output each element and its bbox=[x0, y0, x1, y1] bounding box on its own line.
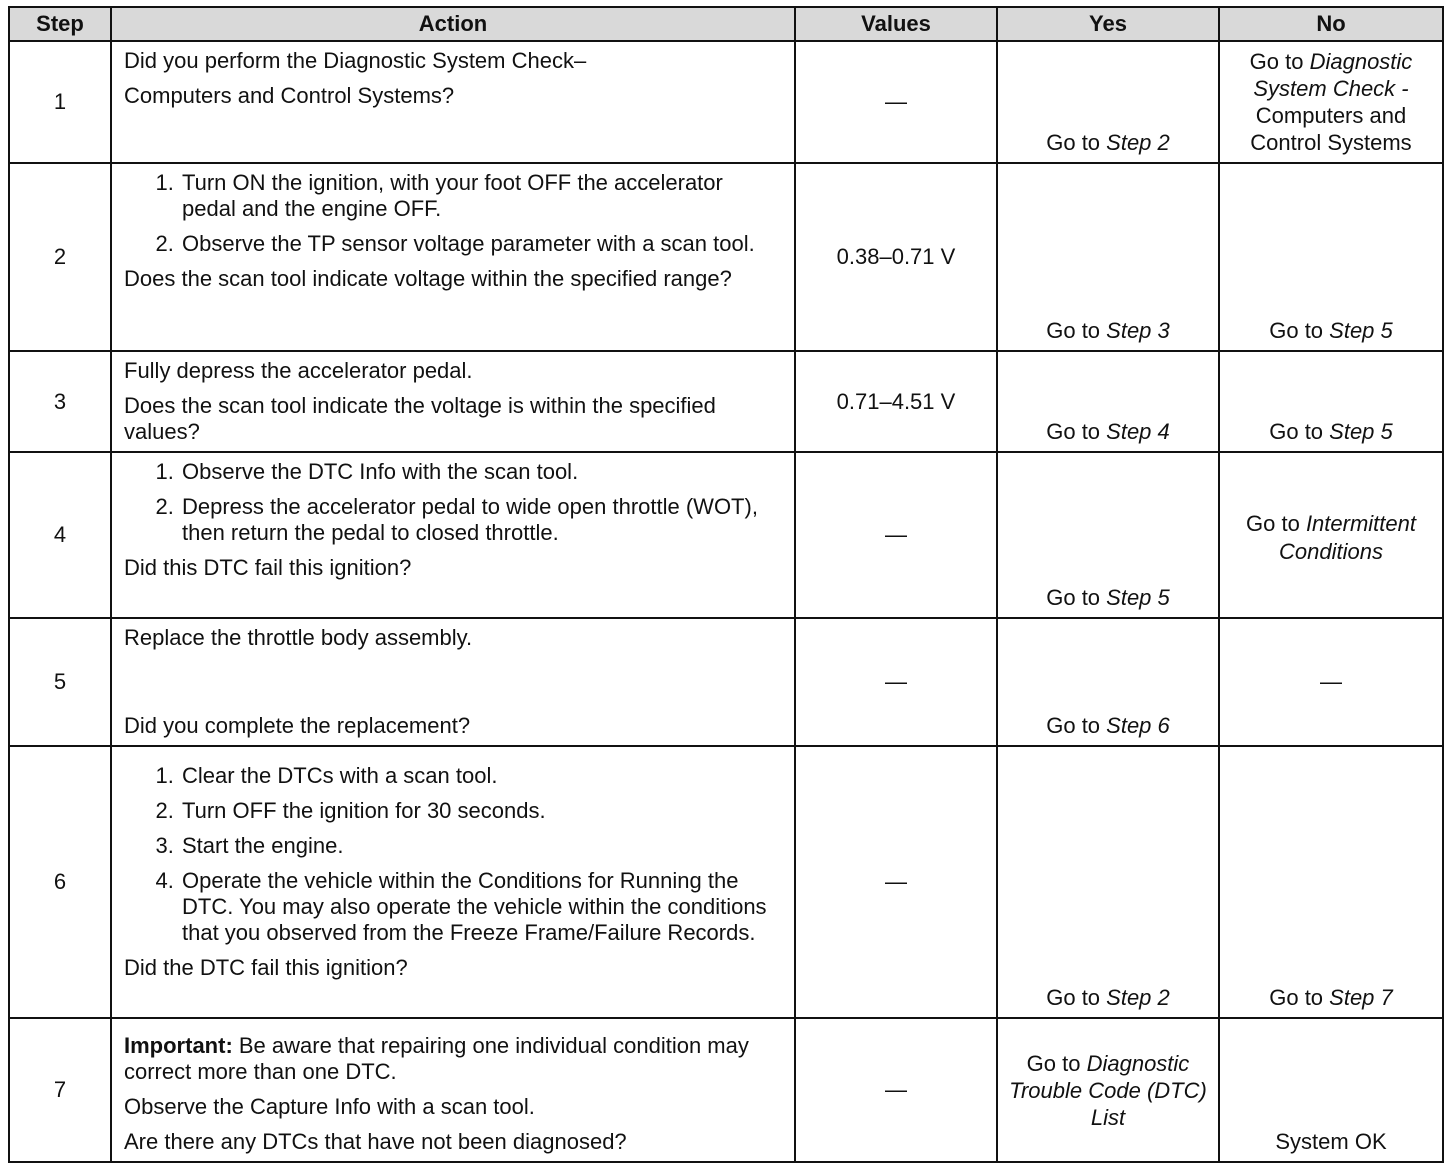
yes-ref-link[interactable]: Step 2 bbox=[1106, 985, 1170, 1010]
values-cell bbox=[795, 746, 997, 1018]
yes-ref-link[interactable]: Diagnostic Trouble Code (DTC) List bbox=[1009, 1050, 1207, 1130]
yes-prefix: Go to bbox=[1026, 1050, 1087, 1076]
yes-cell bbox=[997, 163, 1219, 351]
yes-prefix: Go to bbox=[1046, 713, 1107, 738]
question-text: Did the DTC fail this ignition? bbox=[124, 955, 408, 980]
value-text: — bbox=[885, 522, 907, 547]
table-row bbox=[9, 452, 1443, 618]
yes-prefix: Go to bbox=[1046, 585, 1107, 610]
yes-prefix: Go to bbox=[1046, 985, 1107, 1010]
step-number: 2 bbox=[9, 163, 111, 351]
list-item: 4. Operate the vehicle within the Conditions for Running the DTC. You may also operate the vehicle within the conditions that you observed from the Freeze Frame/Failure Records. bbox=[180, 868, 782, 946]
no-prefix: Go to bbox=[1269, 318, 1330, 343]
table-row bbox=[9, 351, 1443, 452]
values-cell bbox=[795, 618, 997, 746]
yes-cell bbox=[997, 41, 1219, 163]
step-number: 1 bbox=[9, 41, 111, 163]
no-cell bbox=[1219, 163, 1443, 351]
table-row bbox=[9, 41, 1443, 163]
important-label: Important: bbox=[124, 1033, 233, 1058]
action-text: Fully depress the accelerator pedal. bbox=[124, 358, 473, 383]
list-item: 1. Clear the DTCs with a scan tool. bbox=[180, 763, 782, 789]
values-cell bbox=[795, 163, 997, 351]
action-cell bbox=[111, 41, 795, 163]
header-values: Values bbox=[795, 7, 997, 41]
list-item: 2. Turn OFF the ignition for 30 seconds. bbox=[180, 798, 782, 824]
yes-cell bbox=[997, 746, 1219, 1018]
no-prefix: Go to bbox=[1249, 49, 1310, 74]
no-text: — bbox=[1320, 669, 1342, 694]
header-no: No bbox=[1219, 7, 1443, 41]
value-text: 0.38–0.71 V bbox=[836, 244, 956, 269]
no-prefix: Go to bbox=[1269, 419, 1330, 444]
values-cell bbox=[795, 1018, 997, 1162]
list-item: 3. Start the engine. bbox=[180, 833, 782, 859]
yes-prefix: Go to bbox=[1046, 419, 1107, 444]
no-ref-link[interactable]: Diagnostic System Check - bbox=[1253, 49, 1413, 101]
step-number: 5 bbox=[9, 618, 111, 746]
no-cell bbox=[1219, 452, 1443, 618]
action-cell bbox=[111, 746, 795, 1018]
question-text: Are there any DTCs that have not been diagnosed? bbox=[124, 1129, 627, 1154]
yes-cell bbox=[997, 452, 1219, 618]
yes-ref-link[interactable]: Step 2 bbox=[1106, 130, 1170, 155]
question-text: Does the scan tool indicate voltage within the specified range? bbox=[124, 266, 732, 291]
important-text: Be aware that repairing one individual condition may correct more than one DTC. bbox=[124, 1033, 749, 1084]
value-text: — bbox=[885, 89, 907, 114]
step-number: 7 bbox=[9, 1018, 111, 1162]
header-action: Action bbox=[111, 7, 795, 41]
value-text: — bbox=[885, 869, 907, 894]
table-row bbox=[9, 746, 1443, 1018]
table-row bbox=[9, 618, 1443, 746]
list-item: 2. Depress the accelerator pedal to wide open throttle (WOT), then return the pedal to closed throttle. bbox=[180, 494, 782, 546]
no-text: System OK bbox=[1275, 1129, 1387, 1154]
action-text: Computers and Control Systems? bbox=[124, 83, 455, 108]
values-cell bbox=[795, 41, 997, 163]
question-text: Does the scan tool indicate the voltage is within the specified values? bbox=[124, 393, 716, 444]
yes-prefix: Go to bbox=[1046, 130, 1107, 155]
yes-cell bbox=[997, 1018, 1219, 1162]
yes-cell bbox=[997, 618, 1219, 746]
table-row bbox=[9, 1018, 1443, 1162]
yes-prefix: Go to bbox=[1046, 318, 1107, 343]
no-cell bbox=[1219, 351, 1443, 452]
action-cell bbox=[111, 351, 795, 452]
yes-ref-link[interactable]: Step 5 bbox=[1106, 585, 1170, 610]
question-text: Did you complete the replacement? bbox=[124, 713, 471, 738]
no-cell bbox=[1219, 746, 1443, 1018]
yes-cell bbox=[997, 351, 1219, 452]
action-cell bbox=[111, 1018, 795, 1162]
action-cell bbox=[111, 618, 795, 746]
values-cell bbox=[795, 351, 997, 452]
list-item: 1. Observe the DTC Info with the scan tool. bbox=[180, 459, 782, 485]
action-cell bbox=[111, 452, 795, 618]
no-suffix: Computers and Control Systems bbox=[1250, 103, 1412, 155]
action-list bbox=[124, 459, 782, 546]
no-cell bbox=[1219, 618, 1443, 746]
diagnostic-table bbox=[8, 6, 1444, 1163]
header-step: Step bbox=[9, 7, 111, 41]
action-list bbox=[124, 763, 782, 946]
step-number: 3 bbox=[9, 351, 111, 452]
no-cell bbox=[1219, 1018, 1443, 1162]
step-number: 6 bbox=[9, 746, 111, 1018]
no-prefix: Go to bbox=[1269, 985, 1330, 1010]
no-prefix: Go to bbox=[1246, 511, 1306, 536]
values-cell bbox=[795, 452, 997, 618]
action-text: Observe the Capture Info with a scan tool. bbox=[124, 1094, 535, 1119]
no-ref-link[interactable]: Step 7 bbox=[1329, 985, 1393, 1010]
action-list bbox=[124, 170, 782, 257]
step-number: 4 bbox=[9, 452, 111, 618]
important-note bbox=[124, 1033, 782, 1085]
list-item: 2. Observe the TP sensor voltage parameter with a scan tool. bbox=[180, 231, 782, 257]
yes-ref-link[interactable]: Step 4 bbox=[1106, 419, 1170, 444]
header-yes: Yes bbox=[997, 7, 1219, 41]
no-ref-link[interactable]: Intermittent Conditions bbox=[1279, 511, 1416, 564]
value-text: — bbox=[885, 1077, 907, 1102]
list-item: 1. Turn ON the ignition, with your foot OFF the accelerator pedal and the engine OFF. bbox=[180, 170, 782, 222]
action-text: Did you perform the Diagnostic System Check– bbox=[124, 48, 587, 73]
header-row bbox=[9, 7, 1443, 41]
question-text: Did this DTC fail this ignition? bbox=[124, 555, 412, 580]
no-ref-link[interactable]: Step 5 bbox=[1329, 318, 1393, 343]
yes-ref-link[interactable]: Step 3 bbox=[1106, 318, 1170, 343]
no-cell bbox=[1219, 41, 1443, 163]
action-text: Replace the throttle body assembly. bbox=[124, 625, 473, 650]
action-cell bbox=[111, 163, 795, 351]
table-row bbox=[9, 163, 1443, 351]
yes-ref-link[interactable]: Step 6 bbox=[1106, 713, 1170, 738]
no-ref-link[interactable]: Step 5 bbox=[1329, 419, 1393, 444]
value-text: 0.71–4.51 V bbox=[836, 388, 956, 414]
value-text: — bbox=[885, 669, 907, 694]
